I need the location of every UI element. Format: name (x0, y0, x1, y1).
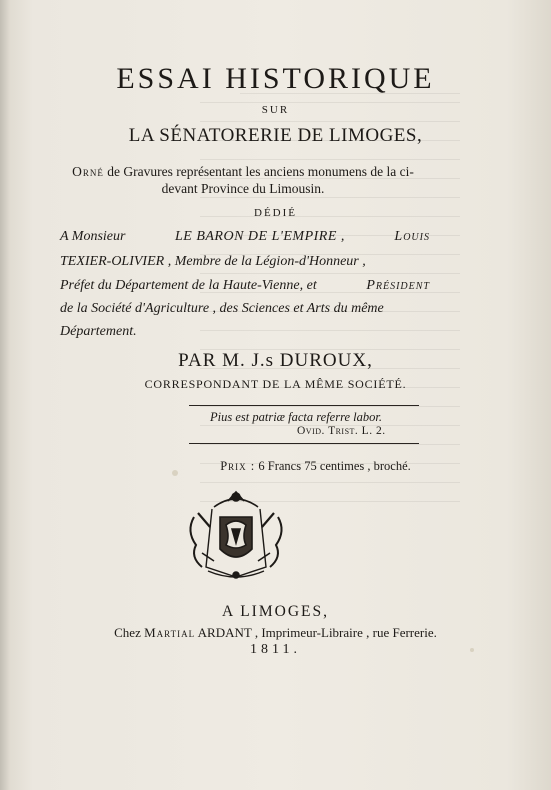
foxing-spot (470, 648, 474, 652)
title-connector: SUR (261, 104, 290, 116)
imperial-coat-of-arms-icon (184, 487, 288, 583)
publisher-details: ARDANT , Imprimeur-Libraire , rue Ferrerie. (195, 625, 437, 640)
publisher-first-name: Martial (144, 625, 196, 640)
dedication-salutation: A Monsieur (60, 229, 126, 244)
publication-year: 1811. (250, 642, 301, 657)
foxing-spot (172, 470, 178, 476)
imprint-place: A LIMOGES, (222, 603, 329, 620)
publisher-prefix: Chez (114, 625, 141, 640)
dedication-heading: DÉDIÉ (254, 207, 297, 219)
binding-shadow (0, 0, 10, 790)
imprint-publisher (0, 625, 551, 641)
book-title: ESSAI HISTORIQUE (116, 62, 435, 95)
ornament-note-text: de Gravures représentant les anciens monumens de la ci-devant Province du Limousin. (103, 164, 414, 196)
dedication-line-5: Département. (60, 324, 137, 339)
dedication-first-name: Louis (394, 229, 430, 244)
dedication-line-4: de la Société d'Agriculture , des Sciences et Arts du même (60, 301, 384, 316)
price-value: 6 Francs 75 centimes , broché. (258, 459, 411, 473)
dedication-line-1 (60, 229, 430, 245)
epigraph-top-rule (189, 405, 419, 406)
ornament-note (58, 163, 428, 197)
ornament-note-lead: Orné (72, 164, 104, 179)
epigraph-source: Ovid. Trist. L. 2. (297, 425, 386, 437)
author-role: CORRESPONDANT DE LA MÊME SOCIÉTÉ. (144, 377, 407, 391)
book-subtitle: LA SÉNATORERIE DE LIMOGES, (128, 125, 423, 146)
price-line (40, 459, 551, 474)
price-label: Prix : (220, 459, 256, 473)
dedication-president: Président (366, 278, 430, 293)
dedication-line-2: TEXIER-OLIVIER , Membre de la Légion-d'Honneur , (60, 254, 366, 269)
dedication-rank: LE BARON DE L'EMPIRE , (174, 229, 345, 244)
dedication-line-3 (60, 278, 430, 294)
author-line: PAR M. J.s DUROUX, (178, 350, 373, 371)
dedication-prefect: Préfet du Département de la Haute-Vienne, et (60, 278, 317, 293)
epigraph-quote: Pius est patriæ facta referre labor. (210, 410, 382, 424)
epigraph-bottom-rule (189, 443, 419, 444)
